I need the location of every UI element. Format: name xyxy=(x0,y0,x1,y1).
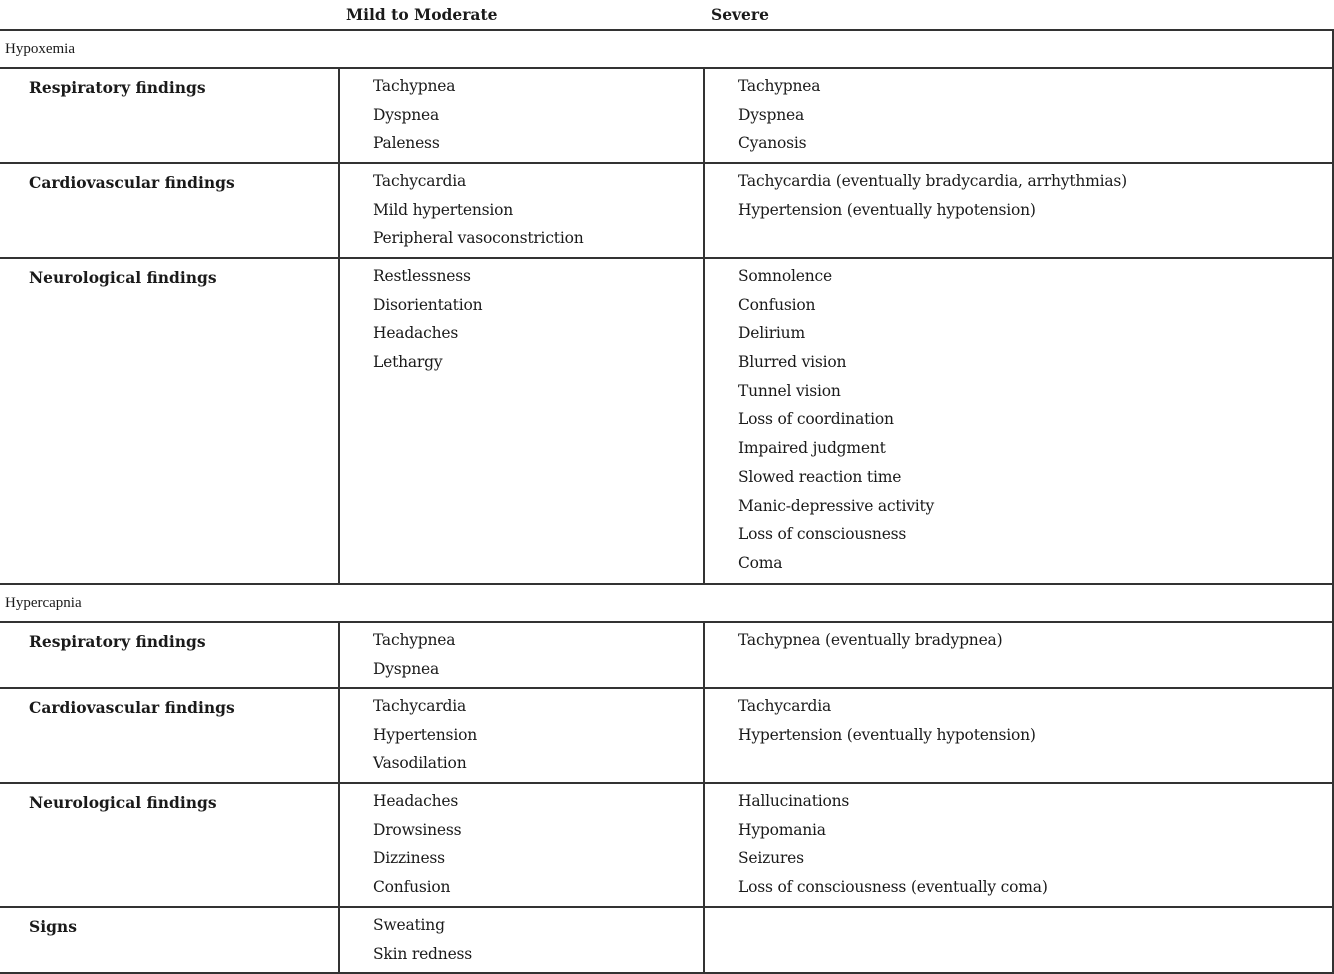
list-item: Peripheral vasoconstriction xyxy=(373,229,584,248)
mild-cell xyxy=(338,623,703,687)
mild-cell-list xyxy=(373,697,477,778)
section-title: Hypoxemia xyxy=(5,41,75,57)
table-row xyxy=(0,689,1334,784)
category-cell xyxy=(0,623,338,687)
category-cell xyxy=(0,259,338,583)
severe-cell xyxy=(703,908,1332,972)
list-item: Headaches xyxy=(373,792,459,810)
list-item: Skin redness xyxy=(373,944,473,963)
list-item: Confusion xyxy=(738,295,816,314)
list-item: Dizziness xyxy=(373,849,445,868)
severe-cell-list xyxy=(738,697,1036,749)
category-label: Neurological findings xyxy=(29,793,217,812)
section-hypercapnia xyxy=(0,585,1334,623)
severe-cell-list xyxy=(738,77,820,158)
mild-cell-list xyxy=(373,792,461,902)
list-item: Loss of consciousness xyxy=(738,525,907,544)
mild-cell xyxy=(338,164,703,257)
severe-cell xyxy=(703,69,1332,162)
category-label: Respiratory findings xyxy=(29,632,206,651)
mild-cell-list xyxy=(373,172,584,253)
list-item: Dyspnea xyxy=(373,659,440,678)
severe-cell xyxy=(703,259,1332,583)
list-item: Somnolence xyxy=(738,267,832,285)
mild-cell xyxy=(338,689,703,782)
category-cell xyxy=(0,689,338,782)
list-item: Tachycardia xyxy=(738,697,832,715)
list-item: Cyanosis xyxy=(738,134,807,153)
category-label: Respiratory findings xyxy=(29,78,206,97)
list-item: Hypertension (eventually hypotension) xyxy=(738,200,1036,219)
mild-cell xyxy=(338,259,703,583)
severe-cell-list xyxy=(738,792,1048,902)
list-item: Loss of coordination xyxy=(738,410,894,429)
list-item: Tachypnea xyxy=(373,631,456,649)
column-header-severe: Severe xyxy=(711,5,769,24)
list-item: Seizures xyxy=(738,849,804,868)
mild-cell-list xyxy=(373,631,455,683)
list-item: Slowed reaction time xyxy=(738,467,902,486)
mild-cell xyxy=(338,908,703,972)
column-header-mild: Mild to Moderate xyxy=(346,5,498,24)
severe-cell xyxy=(703,784,1332,906)
mild-cell-list xyxy=(373,267,482,377)
list-item: Hypertension xyxy=(373,725,477,744)
list-item: Tachycardia xyxy=(373,172,467,190)
list-item: Tachypnea (eventually bradypnea) xyxy=(738,631,1003,649)
list-item: Mild hypertension xyxy=(373,200,514,219)
mild-cell xyxy=(338,784,703,906)
severe-cell xyxy=(703,164,1332,257)
severe-cell-list xyxy=(738,631,1002,655)
list-item: Hypomania xyxy=(738,820,826,839)
list-item: Disorientation xyxy=(373,295,483,314)
category-cell xyxy=(0,908,338,972)
category-cell xyxy=(0,164,338,257)
section-title: Hypercapnia xyxy=(5,595,82,611)
list-item: Dyspnea xyxy=(373,105,440,124)
list-item: Dyspnea xyxy=(738,105,805,124)
list-item: Restlessness xyxy=(373,267,471,285)
list-item: Drowsiness xyxy=(373,820,462,839)
list-item: Tachycardia (eventually bradycardia, arrhythmias) xyxy=(738,172,1128,190)
severe-cell xyxy=(703,689,1332,782)
category-cell xyxy=(0,69,338,162)
table-row xyxy=(0,164,1334,259)
list-item: Delirium xyxy=(738,324,805,343)
list-item: Vasodilation xyxy=(373,754,467,773)
list-item: Hallucinations xyxy=(738,792,850,810)
section-hypoxemia xyxy=(0,31,1334,69)
table-row xyxy=(0,784,1334,908)
mild-cell-list xyxy=(373,916,472,968)
list-item: Impaired judgment xyxy=(738,439,886,458)
severe-cell-list xyxy=(738,172,1127,224)
list-item: Tachycardia xyxy=(373,697,467,715)
list-item: Blurred vision xyxy=(738,353,847,372)
mild-cell-list xyxy=(373,77,455,158)
category-label: Cardiovascular findings xyxy=(29,173,235,192)
list-item: Sweating xyxy=(373,916,445,934)
list-item: Loss of consciousness (eventually coma) xyxy=(738,878,1048,897)
list-item: Paleness xyxy=(373,134,440,153)
list-item: Tachypnea xyxy=(373,77,456,95)
table-row xyxy=(0,259,1334,585)
category-label: Neurological findings xyxy=(29,268,217,287)
severe-cell xyxy=(703,623,1332,687)
category-cell xyxy=(0,784,338,906)
category-label: Cardiovascular findings xyxy=(29,698,235,717)
category-label: Signs xyxy=(29,917,77,936)
table-row xyxy=(0,623,1334,689)
list-item: Tunnel vision xyxy=(738,381,841,400)
severe-cell-list xyxy=(738,267,934,578)
list-item: Hypertension (eventually hypotension) xyxy=(738,725,1036,744)
table-header xyxy=(0,0,1334,31)
table-row xyxy=(0,908,1334,974)
list-item: Tachypnea xyxy=(738,77,821,95)
list-item: Coma xyxy=(738,553,783,572)
list-item: Lethargy xyxy=(373,353,443,372)
table-row xyxy=(0,69,1334,164)
list-item: Confusion xyxy=(373,878,451,897)
list-item: Headaches xyxy=(373,324,459,343)
list-item: Manic-depressive activity xyxy=(738,496,935,515)
mild-cell xyxy=(338,69,703,162)
